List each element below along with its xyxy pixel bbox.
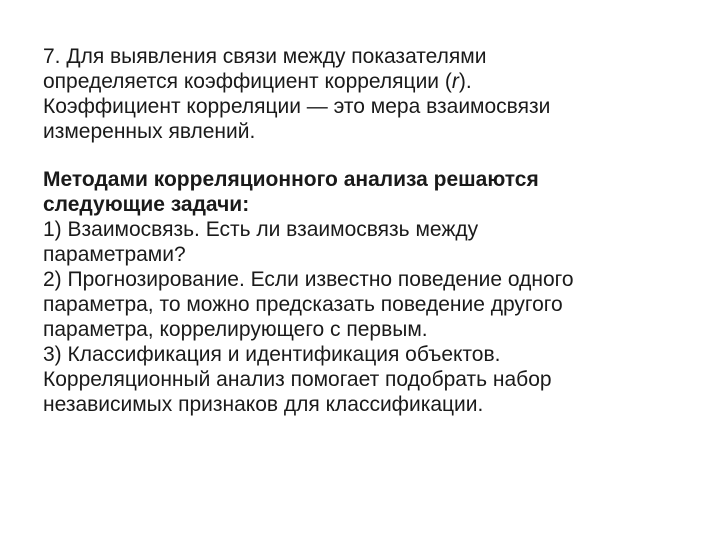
task-line: параметрами? (43, 243, 186, 266)
intro-line-text-end: ). (458, 70, 472, 93)
methods-heading: Методами корреляционного анализа решаются (43, 168, 539, 191)
task-line: 3) Классификация и идентификация объектов. (43, 343, 501, 366)
intro-line-text: определяется коэффициент корреляции ( (43, 70, 452, 93)
intro-line-coefficient (43, 69, 683, 94)
methods-heading: следующие задачи: (43, 193, 250, 216)
intro-line: 7. Для выявления связи между показателями (43, 45, 487, 68)
task-item-classification (43, 342, 683, 417)
task-line: параметра, коррелирующего с первым. (43, 318, 428, 341)
slide-text (43, 44, 683, 417)
intro-line: Коэффициент корреляции — это мера взаимосвязи (43, 95, 551, 118)
task-line: 1) Взаимосвязь. Есть ли взаимосвязь между (43, 218, 479, 241)
task-line: 2) Прогнозирование. Если известно поведение одного (43, 268, 574, 291)
task-item-forecasting (43, 267, 683, 342)
correlation-symbol: r (451, 70, 459, 93)
task-line: независимых признаков для классификации. (43, 393, 484, 416)
methods-section (43, 167, 683, 417)
paragraph-spacer (43, 144, 683, 167)
task-line: параметра, то можно предсказать поведение другого (43, 293, 563, 316)
task-item-relationship (43, 217, 683, 267)
intro-line: измеренных явлений. (43, 120, 256, 143)
intro-paragraph (43, 44, 683, 144)
task-line: Корреляционный анализ помогает подобрать набор (43, 368, 552, 391)
